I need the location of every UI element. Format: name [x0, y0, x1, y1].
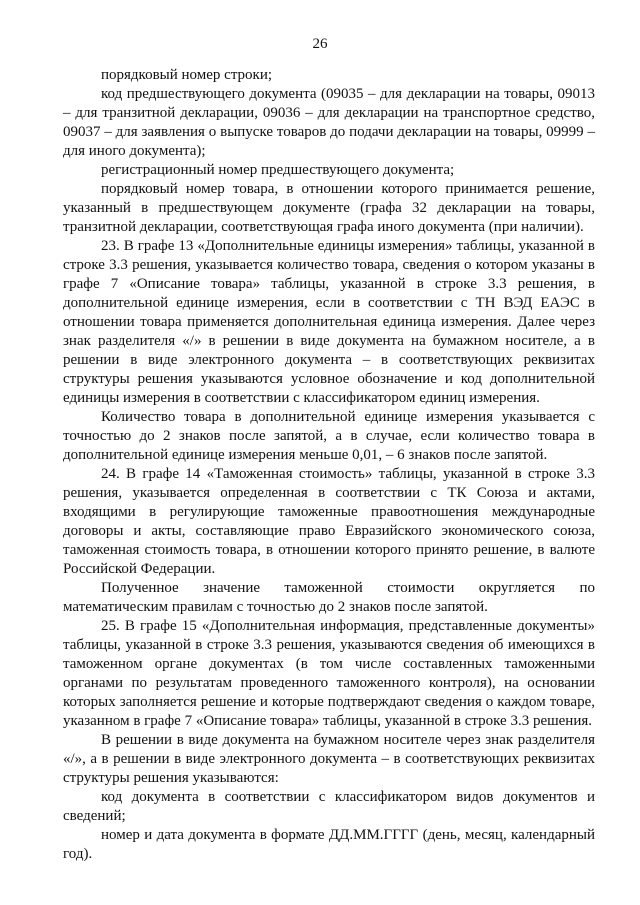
paragraph-document-code: код документа в соответствии с классификатором видов документов и сведений; [63, 789, 595, 824]
paragraph-quantity-precision: Количество товара в дополнительной единице измерения указывается с точностью до 2 знаков после запятой, а в случае, если количество товара в дополнительной единице измерения меньше 0,01, – 6 знаков после запятой. [63, 409, 595, 463]
paragraph-item-number: порядковый номер товара, в отношении которого принимается решение, указанный в предшествующем документе (графа 32 декларации на товары, транзитной декларации, соответствующая графа иного документа (при наличии). [63, 181, 595, 235]
paragraph-previous-doc-regnum: регистрационный номер предшествующего документа; [101, 162, 455, 178]
paragraph-document-number-date: номер и дата документа в формате ДД.ММ.ГГГГ (день, месяц, календарный год). [63, 827, 595, 862]
paragraph-previous-doc-code: код предшествующего документа (09035 – для декларации на товары, 09013 – для транзитной декларации, 09036 – для декларации на транспортное средство, 09037 – для заявления о выпуске товаров до подачи декларации на товары, 09999 – для иного документа); [63, 86, 595, 159]
paragraph-paper-decision: В решении в виде документа на бумажном носителе через знак разделителя «/», а в решении в виде электронного документа – в соответствующих реквизитах структуры решения указываются: [63, 732, 595, 786]
paragraph-clause-24: 24. В графе 14 «Таможенная стоимость» таблицы, указанной в строке 3.3 решения, указывается определенная в соответствии с ТК Союза и актами, входящими в регулирующие таможенные правоотношения международные договоры и акты, составляющие право Евразийского экономического союза, таможенная стоимость товара, в отношении которого принято решение, в валюте Российской Федерации. [63, 466, 595, 577]
paragraph-clause-23: 23. В графе 13 «Дополнительные единицы измерения» таблицы, указанной в строке 3.3 решения, указывается количество товара, сведения о котором указаны в графе 7 «Описание товара» таблицы, указанной в строке 3.3 решения, в дополнительной единице измерения, если в соответствии с ТН ВЭД ЕАЭС в отношении товара применяется дополнительная единица измерения. Далее через знак разделителя «/» в решении в виде документа на бумажном носителе, а в решении в виде электронного документа – в соответствующих реквизитах структуры решения указываются условное обозначение и код дополнительной единицы измерения в соответствии с классификатором единиц измерения. [63, 238, 595, 406]
document-body [63, 66, 595, 864]
paragraph-clause-25: 25. В графе 15 «Дополнительная информация, представленные документы» таблицы, указанной в строке 3.3 решения, указываются сведения об имеющихся в таможенном органе документах (в том числе составленных таможенными органами по результатам проведенного таможенного контроля), на основании которых заполняется решение и которые подтверждают сведения о каждом товаре, указанном в графе 7 «Описание товара» таблицы, указанной в строке 3.3 решения. [63, 618, 595, 729]
paragraph-customs-value-rounding: Полученное значение таможенной стоимости округляется по математическим правилам с точностью до 2 знаков после запятой. [63, 580, 595, 615]
paragraph-line-number: порядковый номер строки; [101, 67, 273, 83]
page-number: 26 [312, 36, 328, 52]
